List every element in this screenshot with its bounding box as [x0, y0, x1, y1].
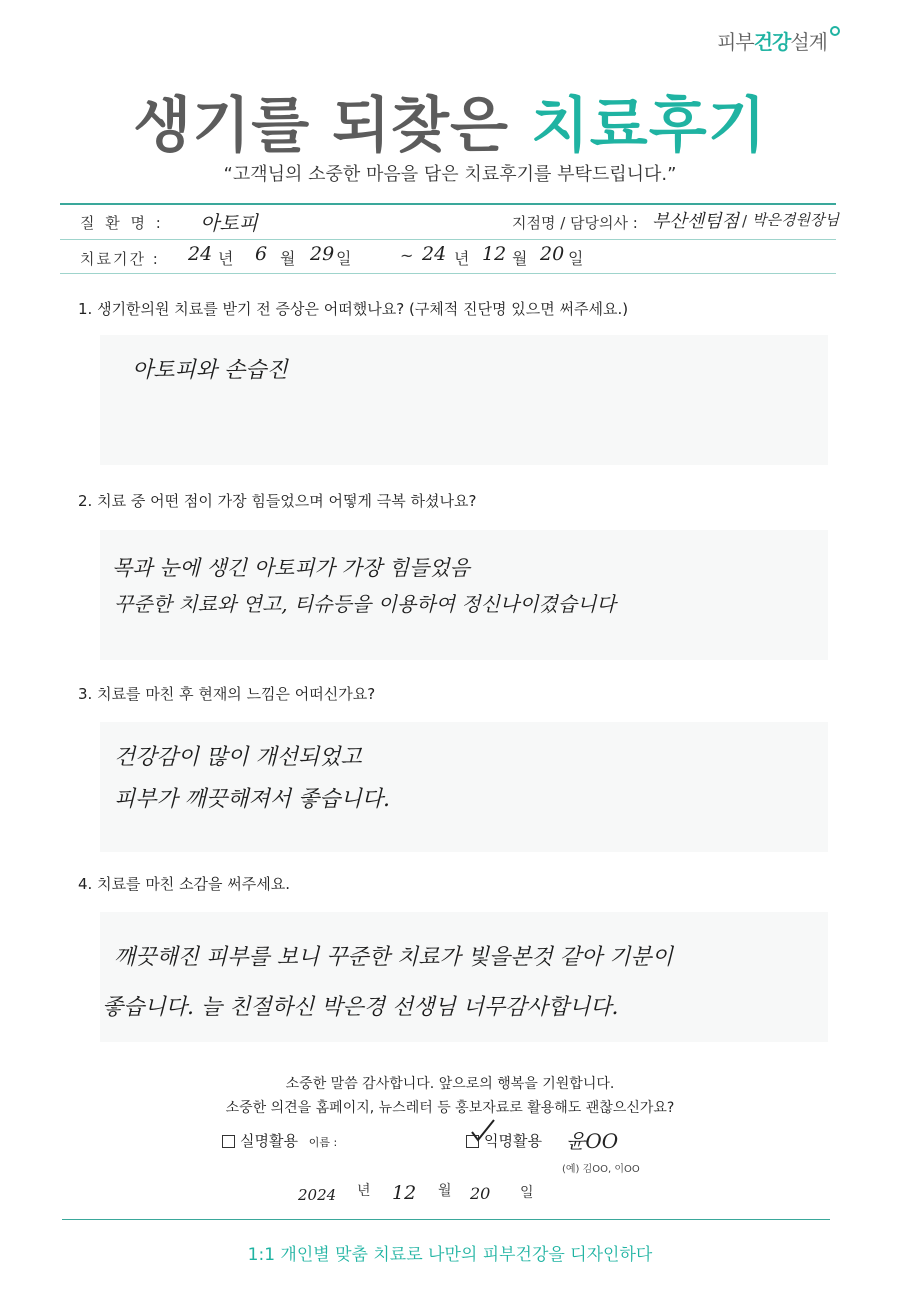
consent-question: 소중한 의견을 홈페이지, 뉴스레터 등 홍보자료로 활용해도 괜찮으신가요?: [225, 1100, 675, 1116]
question-3: 3. 치료를 마친 후 현재의 느낌은 어떠신가요?: [78, 685, 376, 703]
thanks-text: 소중한 말씀 감사합니다. 앞으로의 행복을 기원합니다.: [285, 1076, 615, 1092]
start-year: 24: [188, 243, 213, 265]
brand-dot-icon: [830, 26, 840, 36]
footer-rule: [62, 1219, 830, 1220]
end-year: 24: [422, 243, 447, 265]
brand-post: 설계: [790, 30, 827, 54]
date-month-unit: 월: [438, 1183, 452, 1199]
disease-label: 질 환 명 :: [80, 214, 164, 232]
branch-label: 지점명 / 담당의사 :: [512, 214, 638, 232]
page-title: [0, 78, 900, 164]
period-label: 치료기간 :: [80, 250, 160, 268]
branch-separator: /: [742, 212, 748, 230]
anonymous-label: 익명활용: [484, 1132, 542, 1150]
date-month: 12: [392, 1182, 417, 1204]
end-month-unit: 월: [512, 249, 528, 268]
brand-highlight: 건강: [753, 30, 791, 54]
answer-3-line-1: 건강감이 많이 개선되었고: [114, 745, 362, 770]
answer-4-box: [100, 912, 828, 1042]
end-day-unit: 일: [568, 249, 584, 268]
answer-1-box: [100, 335, 828, 465]
name-field-label: 이름 :: [308, 1136, 338, 1149]
start-day: 29: [310, 243, 335, 265]
question-2: 2. 치료 중 어떤 점이 가장 힘들었으며 어떻게 극복 하셨나요?: [78, 492, 477, 510]
question-1: 1. 생기한의원 치료를 받기 전 증상은 어떠했나요? (구체적 진단명 있으면 써주세요.): [78, 300, 629, 318]
slogan: 1:1 개인별 맞춤 치료로 나만의 피부건강을 디자인하다: [247, 1245, 653, 1265]
answer-3-box: [100, 722, 828, 852]
example-text: (예) 김OO, 이OO: [562, 1164, 640, 1175]
period-tilde: ~: [400, 246, 414, 265]
info-middle-rule: [60, 239, 836, 240]
info-bottom-rule: [60, 273, 836, 274]
checkmark-icon: [468, 1118, 498, 1148]
date-day-unit: 일: [520, 1185, 534, 1201]
date-year-unit: 년: [357, 1183, 371, 1199]
start-day-unit: 일: [336, 249, 352, 268]
disease-value: 아토피: [200, 211, 258, 235]
answer-4-line-1: 깨끗해진 피부를 보니 꾸준한 치료가 빛을본것 같아 기분이: [114, 945, 674, 970]
start-month: 6: [255, 243, 268, 265]
end-day: 20: [540, 243, 565, 265]
brand-logo: [717, 26, 840, 55]
end-year-unit: 년: [454, 249, 470, 268]
doctor-value: 박은경원장님: [752, 211, 839, 229]
start-year-unit: 년: [218, 249, 234, 268]
end-month: 12: [482, 243, 507, 265]
answer-1-line-1: 아토피와 손습진: [132, 358, 288, 383]
real-name-option[interactable]: [222, 1130, 337, 1151]
answer-3-line-2: 피부가 깨끗해져서 좋습니다.: [114, 787, 391, 812]
start-month-unit: 월: [280, 249, 296, 268]
answer-4-line-2: 좋습니다. 늘 친절하신 박은경 선생님 너무감사합니다.: [102, 995, 619, 1020]
answer-2-line-1: 목과 눈에 생긴 아토피가 가장 힘들었음: [112, 556, 470, 580]
branch-value: 부산센텀점: [652, 211, 739, 232]
brand-pre: 피부: [717, 30, 754, 54]
answer-2-box: [100, 530, 828, 660]
subtitle: “고객님의 소중한 마음을 담은 치료후기를 부탁드립니다.”: [223, 164, 677, 185]
title-main: 생기를 되찾은: [133, 91, 509, 161]
real-name-label: 실명활용: [240, 1132, 298, 1150]
date-day: 20: [470, 1184, 491, 1203]
real-name-checkbox[interactable]: [222, 1135, 235, 1148]
info-top-rule: [60, 203, 836, 205]
date-year: 2024: [298, 1186, 337, 1204]
title-accent: 치료후기: [530, 91, 767, 161]
question-4: 4. 치료를 마친 소감을 써주세요.: [78, 875, 291, 893]
anonymous-name-value: 윤OO: [566, 1129, 619, 1153]
answer-2-line-2: 꾸준한 치료와 연고, 티슈등을 이용하여 정신나이겼습니다: [114, 592, 616, 616]
